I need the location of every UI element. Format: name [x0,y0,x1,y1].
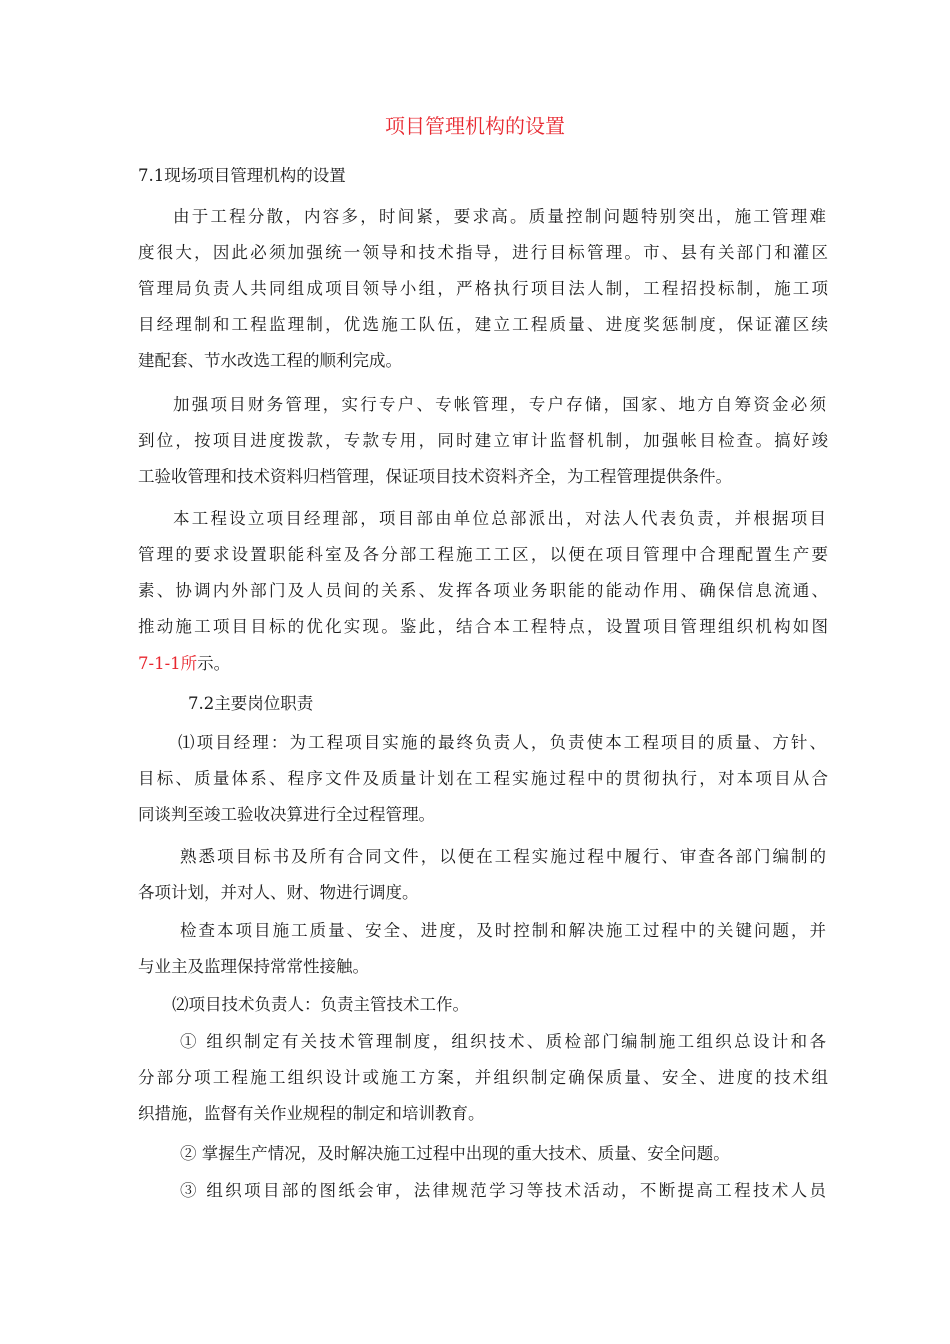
section-heading-7-2: 7.2主要岗位职责 [188,694,314,713]
paragraph-line: 度很大，因此必须加强统一领导和技术指导，进行目标管理。市、县有关部门和灌区 [138,243,828,262]
paragraph-line: 熟悉项目标书及所有合同文件，以便在工程实施过程中履行、审查各部门编制的 [180,847,826,866]
paragraph-line: 与业主及监理保持常常性接触。 [138,957,369,976]
paragraph-line: 同谈判至竣工验收决算进行全过程管理。 [138,805,435,824]
paragraph-line: 到位，按项目进度拨款，专款专用，同时建立审计监督机制，加强帐目检查。搞好竣 [138,431,828,450]
paragraph-line: 本工程设立项目经理部，项目部由单位总部派出，对法人代表负责，并根据项目 [173,509,826,528]
paragraph-line: 各项计划，并对人、财、物进行调度。 [138,883,419,902]
paragraph-line: 目标、质量体系、程序文件及质量计划在工程实施过程中的贯彻执行，对本项目从合 [138,769,828,788]
section-heading-7-1: 7.1现场项目管理机构的设置 [138,166,346,185]
paragraph-line: 由于工程分散，内容多，时间紧，要求高。质量控制问题特别突出，施工管理难 [173,207,826,226]
paragraph-line: ⑴项目经理：为工程项目实施的最终负责人，负责使本工程项目的质量、方针、 [178,733,826,752]
paragraph-line: 建配套、节水改选工程的顺利完成。 [138,351,402,370]
paragraph-line: ① 组织制定有关技术管理制度，组织技术、质检部门编制施工组织总设计和各 [180,1032,826,1051]
paragraph-line: 推动施工项目目标的优化实现。鉴此，结合本工程特点，设置项目管理组织机构如图 [138,617,828,636]
paragraph-line: 目经理制和工程监理制，优选施工队伍，建立工程质量、进度奖惩制度，保证灌区续 [138,315,828,334]
paragraph-line: 工验收管理和技术资料归档管理，保证项目技术资料齐全，为工程管理提供条件。 [138,467,732,486]
paragraph-line-figure-ref: 7-1-1所示。 [138,654,231,673]
paragraph-line: ⑵项目技术负责人：负责主管技术工作。 [172,995,469,1014]
document-title: 项目管理机构的设置 [385,114,565,138]
paragraph-line: 织措施，监督有关作业规程的制定和培训教育。 [138,1104,485,1123]
paragraph-line: 检查本项目施工质量、安全、进度，及时控制和解决施工过程中的关键问题，并 [180,921,826,940]
paragraph-line: ③ 组织项目部的图纸会审，法律规范学习等技术活动，不断提高工程技术人员 [180,1181,826,1200]
paragraph-line: 管理局负责人共同组成项目领导小组，严格执行项目法人制，工程招投标制，施工项 [138,279,828,298]
paragraph-line: ② 掌握生产情况，及时解决施工过程中出现的重大技术、质量、安全问题。 [180,1144,730,1163]
paragraph-line: 分部分项工程施工组织设计或施工方案，并组织制定确保质量、安全、进度的技术组 [138,1068,828,1087]
figure-reference: 7-1-1所 [138,654,198,673]
paragraph-line: 管理的要求设置职能科室及各分部工程施工工区，以便在项目管理中合理配置生产要 [138,545,828,564]
paragraph-line: 素、协调内外部门及人员间的关系、发挥各项业务职能的能动作用、确保信息流通、 [138,581,828,600]
paragraph-line: 加强项目财务管理，实行专户、专帐管理，专户存储，国家、地方自筹资金必须 [173,395,826,414]
